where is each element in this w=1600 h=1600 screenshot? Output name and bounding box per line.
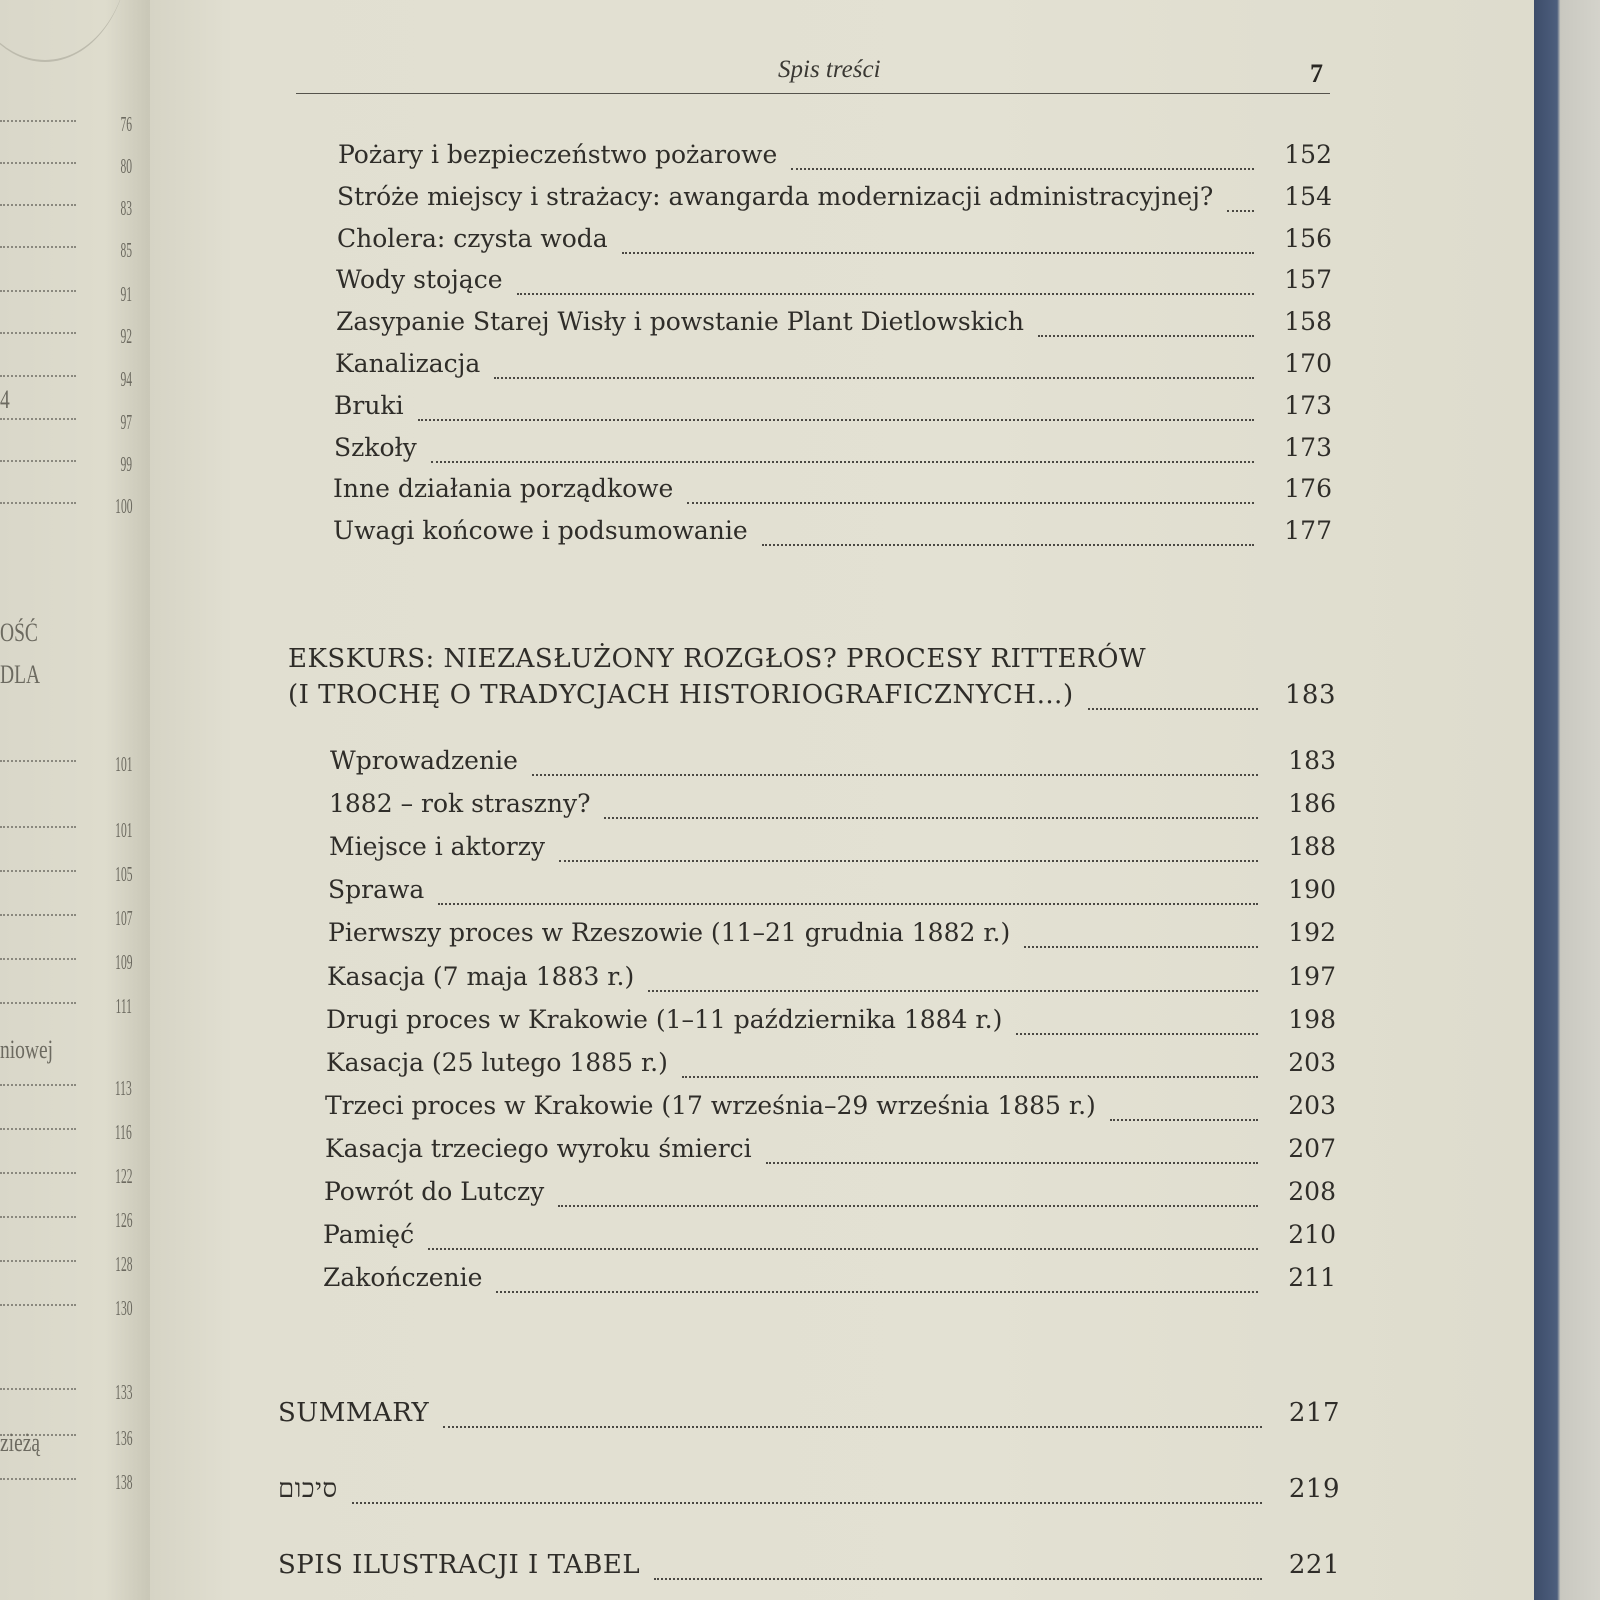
dot-leader [0,1164,76,1174]
left-fragment-2: DLA [0,660,41,689]
previous-page-number: 94 [120,367,132,391]
dot-leader [0,1120,76,1130]
dot-leader [438,903,1258,905]
dot-leader [0,1208,76,1218]
dot-leader [791,168,1254,170]
dot-leader [0,1076,76,1086]
dot-leader [496,1291,1258,1293]
dot-leader [1016,1033,1258,1035]
toc-entry-page: 158 [1284,307,1332,337]
dot-leader [0,906,76,916]
page-curl [0,0,130,62]
toc-entry-page: 198 [1288,1004,1336,1034]
previous-page-number: 107 [114,906,132,930]
toc-entry-page: 154 [1284,181,1332,211]
toc-entry [329,832,1336,872]
dot-leader [0,238,76,248]
toc-entry-page: 203 [1288,1090,1336,1120]
toc-entry-page: 173 [1284,432,1332,462]
toc-entry-title: Pierwszy proces w Rzeszowie (11–21 grudnia 1882 r.) [328,918,1011,948]
toc-entry-page: 211 [1288,1263,1336,1293]
dot-leader [559,860,1258,862]
previous-page-number: 128 [114,1252,132,1276]
toc-entry [325,1134,1336,1174]
previous-page-number: 97 [120,410,132,434]
previous-page-row [0,1252,132,1282]
toc-entry-page: 207 [1288,1133,1336,1163]
previous-page-row [0,1164,132,1194]
dot-leader [558,1205,1258,1207]
dot-leader [352,1502,1262,1504]
dot-leader [648,990,1258,992]
toc-entry [326,1048,1336,1088]
dot-leader [0,154,76,164]
dot-leader [494,377,1254,379]
dot-leader [0,862,76,872]
toc-entry-page: 152 [1284,140,1332,169]
previous-page-row [0,862,132,892]
toc-entry-page: 192 [1288,918,1336,948]
toc-entry-page: 177 [1284,516,1332,546]
header-rule [296,93,1330,94]
toc-entry-title: Pamięć [323,1220,415,1250]
dot-leader [682,1076,1258,1078]
toc-entry [336,265,1332,305]
previous-page-row [0,238,132,268]
toc-entry-title: Kasacja (25 lutego 1885 r.) [326,1047,668,1077]
previous-page-row [0,1120,132,1150]
previous-page-row [0,752,132,782]
previous-page-number: 100 [114,494,132,518]
previous-page-row [0,906,132,936]
toc-entry-page: 210 [1288,1220,1336,1250]
toc-entry-title: Kanalizacja [335,349,481,378]
previous-page-number: 126 [114,1208,132,1232]
toc-entry [333,474,1332,514]
toc-entry [337,224,1332,264]
excursus-heading-line1: EKSKURS: NIEZASŁUŻONY ROZGŁOS? PROCESY RITTERÓW [288,644,1147,674]
previous-page-row [0,1296,132,1326]
previous-page-row [0,994,132,1024]
previous-page-row [0,282,132,312]
previous-page-number: 85 [120,238,132,262]
dot-leader [0,112,76,122]
toc-entry [337,182,1332,222]
toc-entry-title: Bruki [334,390,404,420]
toc-entry-page: 217 [1288,1398,1340,1428]
dot-leader [0,410,76,420]
previous-page-row [0,196,132,226]
page-number: 7 [1310,59,1323,88]
left-fragment-1: OŚĆ [0,618,38,647]
toc-entry-page: 186 [1288,789,1336,819]
toc-entry-title: Trzeci proces w Krakowie (17 września–29 września 1885 r.) [325,1090,1096,1120]
toc-entry [326,1005,1336,1045]
toc-entry-title: Powrót do Lutczy [324,1177,545,1206]
toc-entry-page: 190 [1288,875,1336,905]
previous-page-row [0,1076,132,1106]
previous-page-number: 83 [120,196,132,220]
previous-page-number: 116 [115,1120,132,1144]
dot-leader [687,502,1254,504]
toc-back-entry [278,1398,1340,1438]
dot-leader [517,293,1254,295]
dot-leader [654,1578,1262,1580]
previous-page-number: 111 [115,994,132,1018]
toc-back-entry [278,1474,1340,1514]
dot-leader [431,461,1254,463]
dot-leader [0,1296,76,1306]
toc-entry-page: 221 [1288,1550,1340,1580]
toc-entry-page: 197 [1288,961,1336,991]
toc-back-entry [278,1550,1340,1590]
left-fragment-4: zieżą [0,1428,41,1457]
toc-entry-page: 208 [1288,1177,1336,1206]
toc-entry [334,391,1332,431]
toc-entry-page: 170 [1284,349,1332,378]
toc-entry-title: Kasacja trzeciego wyroku śmierci [325,1133,752,1163]
toc-entry-page: 156 [1284,223,1332,253]
dot-leader [0,950,76,960]
dot-leader [622,252,1254,254]
dot-leader [532,774,1258,776]
left-fragment-3: niowej [0,1035,54,1064]
toc-entry-page: 203 [1288,1047,1336,1077]
toc-entry-page: 157 [1284,265,1332,295]
previous-page-row [0,324,132,354]
toc-entry-title: Wody stojące [336,265,503,295]
previous-page-row [0,452,132,482]
previous-page-edge [0,0,150,1600]
dot-leader [1227,210,1254,212]
toc-entry-title: Uwagi końcowe i podsumowanie [333,516,748,546]
dot-leader [428,1248,1258,1250]
dot-leader [0,367,76,377]
toc-entry [327,962,1336,1002]
toc-entry-title: SUMMARY [278,1398,430,1428]
toc-entry [328,918,1336,958]
toc-entry-title: SPIS ILUSTRACJI I TABEL [278,1550,641,1580]
toc-entry-title: סיכום [278,1474,338,1504]
previous-page-number: 92 [120,324,132,348]
dot-leader [0,494,76,504]
previous-page-number: 133 [114,1380,132,1404]
previous-page-row [0,494,132,524]
toc-page [150,0,1534,1600]
toc-entry-page: 173 [1284,390,1332,420]
previous-page-row [0,818,132,848]
toc-entry-title: Pożary i bezpieczeństwo pożarowe [338,140,778,169]
toc-entry-title: 1882 – rok straszny? [329,789,591,819]
dot-leader [604,817,1258,819]
toc-entry-title: Miejsce i aktorzy [329,832,546,862]
previous-page-number: 122 [114,1164,132,1188]
dot-leader [0,1470,76,1480]
dot-leader [1038,335,1254,337]
toc-entry [325,1091,1336,1131]
previous-page-number: 80 [120,154,132,178]
running-head-title: Spis treści [778,56,881,83]
previous-page-number: 101 [114,818,132,842]
previous-page-number: 130 [114,1296,132,1320]
toc-entry [334,433,1332,473]
previous-page-number: 91 [120,282,132,306]
toc-entry-title: Wprowadzenie [330,746,518,775]
dot-leader [418,419,1254,421]
toc-entry [333,516,1332,556]
previous-page-number: 99 [120,452,132,476]
dot-leader [0,1252,76,1262]
toc-entry-title: Zasypanie Starej Wisły i powstanie Plant Dietlowskich [336,307,1024,337]
dot-leader [0,196,76,206]
excursus-heading-row [288,680,1336,720]
dot-leader [0,282,76,292]
dot-leader [0,752,76,762]
book-cover-edge [1534,0,1600,1600]
toc-entry [336,307,1332,347]
toc-entry-title: Kasacja (7 maja 1883 r.) [327,961,635,991]
previous-page-number: 136 [114,1426,132,1450]
left-fragment-5: 4 [0,385,10,414]
toc-entry-title: Szkoły [334,432,417,462]
toc-entry [338,140,1332,180]
dot-leader [0,452,76,462]
previous-page-number: 138 [114,1470,132,1494]
dot-leader [1088,708,1258,710]
dot-leader [762,544,1254,546]
toc-entry-title: Sprawa [328,875,425,905]
previous-page-row [0,1470,132,1500]
previous-page-row [0,1380,132,1410]
toc-entry-page: 219 [1288,1474,1340,1504]
previous-page-number: 113 [115,1076,132,1100]
previous-page-number: 105 [114,862,132,886]
toc-entry-page: 188 [1288,832,1336,862]
toc-entry [328,875,1336,915]
previous-page-row [0,950,132,980]
excursus-heading-line2: (I TROCHĘ O TRADYCJACH HISTORIOGRAFICZNYCH…) [288,680,1074,710]
dot-leader [0,818,76,828]
toc-entry [335,349,1332,389]
previous-page-number: 109 [114,950,132,974]
dot-leader [0,1380,76,1390]
previous-page-row [0,1208,132,1238]
dot-leader [0,324,76,334]
previous-page-row [0,112,132,142]
toc-entry-title: Cholera: czysta woda [337,223,608,253]
toc-entry [323,1220,1336,1260]
toc-entry-title: Zakończenie [323,1263,483,1293]
dot-leader [0,994,76,1004]
dot-leader [766,1162,1258,1164]
toc-entry [324,1177,1336,1217]
toc-entry [329,789,1336,829]
previous-page-row [0,154,132,184]
toc-entry-page: 183 [1288,746,1336,775]
toc-entry-page: 176 [1284,474,1332,504]
previous-page-row [0,367,132,397]
toc-entry [330,746,1336,786]
toc-entry-title: Drugi proces w Krakowie (1–11 października 1884 r.) [326,1004,1003,1034]
dot-leader [1110,1119,1258,1121]
dot-leader [1024,946,1258,948]
dot-leader [443,1426,1262,1428]
toc-entry-title: Inne działania porządkowe [333,474,674,504]
toc-entry [323,1263,1336,1303]
toc-entry-title: Stróże miejscy i strażacy: awangarda modernizacji administracyjnej? [337,181,1214,211]
excursus-heading-page: 183 [1284,680,1336,710]
previous-page-number: 101 [114,752,132,776]
previous-page-number: 76 [120,112,132,136]
previous-page-row [0,410,132,440]
